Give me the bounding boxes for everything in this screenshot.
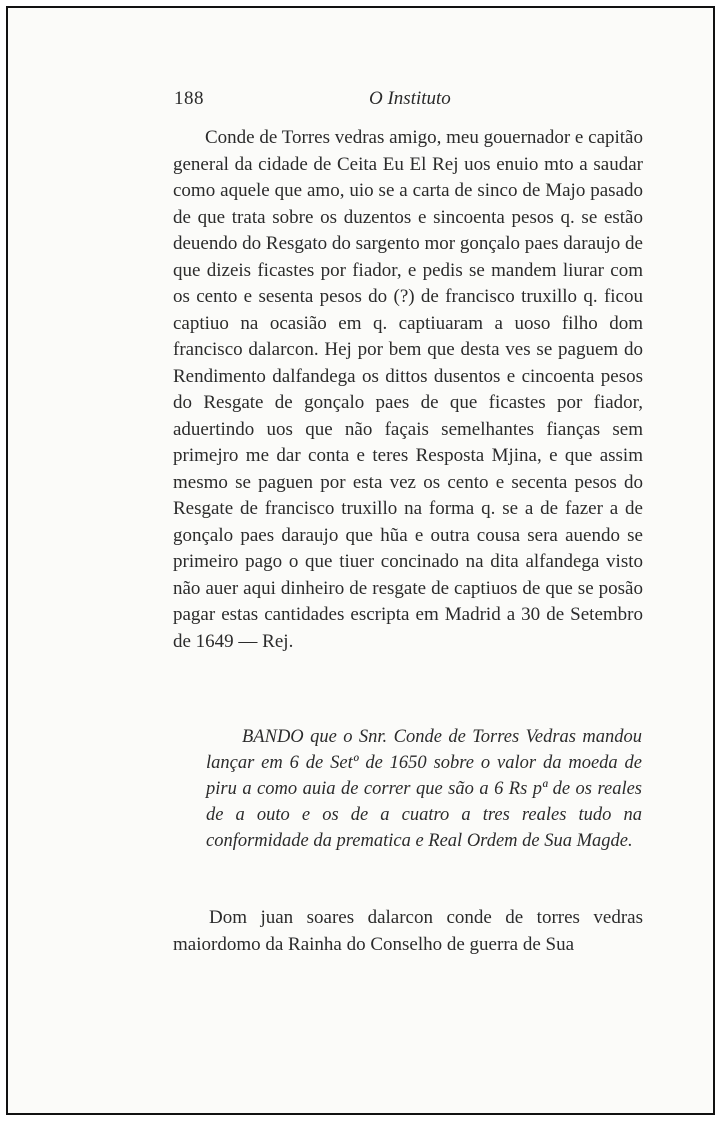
running-title: O Instituto <box>369 88 451 109</box>
page-header <box>174 88 654 116</box>
bando-heading-paragraph: BANDO que o Snr. Conde de Torres Vedras mandou lançar em 6 de Setº de 1650 sobre o valor da moeda de piru a como auia de correr que são a 6 Rs pª de os reales de a outo e os de a cuatro a tres reales tudo na conformidade da prematica e Real Ordem de Sua Magde. <box>206 727 642 851</box>
closing-paragraph: Dom juan soares dalarcon conde de torres vedras maiordomo da Rainha do Conselho de guerra de Sua <box>173 907 643 955</box>
page-number: 188 <box>174 88 204 109</box>
letter-paragraph: Conde de Torres vedras amigo, meu gouernador e capitão general da cidade de Ceita Eu El Rej uos enuio mto a saudar como aquele que amo, uio se a carta de sinco de Majo pasado de que trata sobre os duzentos e sincoenta pesos q. se estão deuendo do Resgato do sargento mor gonçalo paes daraujo de que dizeis ficastes por fiador, e pedis se mandem liurar com os cento e sesenta pesos do (?) de francisco truxillo q. ficou captiuo na ocasião em q. captiuaram a uoso filho dom francisco dalarcon. Hej por bem que desta ves se paguem do Rendimento dalfandega os dittos dusentos e cincoenta pesos do Resgate de gonçalo paes de que ficastes por fiador, aduertindo uos que não façais semelhantes fianças sem primejro me dar conta e teres Resposta Mjina, e que assim mesmo se paguen por esta vez os cento e secenta pesos do Resgate de francisco truxillo na forma q. se a de fazer a de gonçalo paes daraujo que hũa e outra cousa sera auendo se primeiro pago o que tiuer concinado na dita alfandega visto não auer aqui dinheiro de resgate de captiuos de que se posão pagar estas cantidades escripta em Madrid a 30 de Setembro de 1649 — Rej. <box>173 127 643 652</box>
